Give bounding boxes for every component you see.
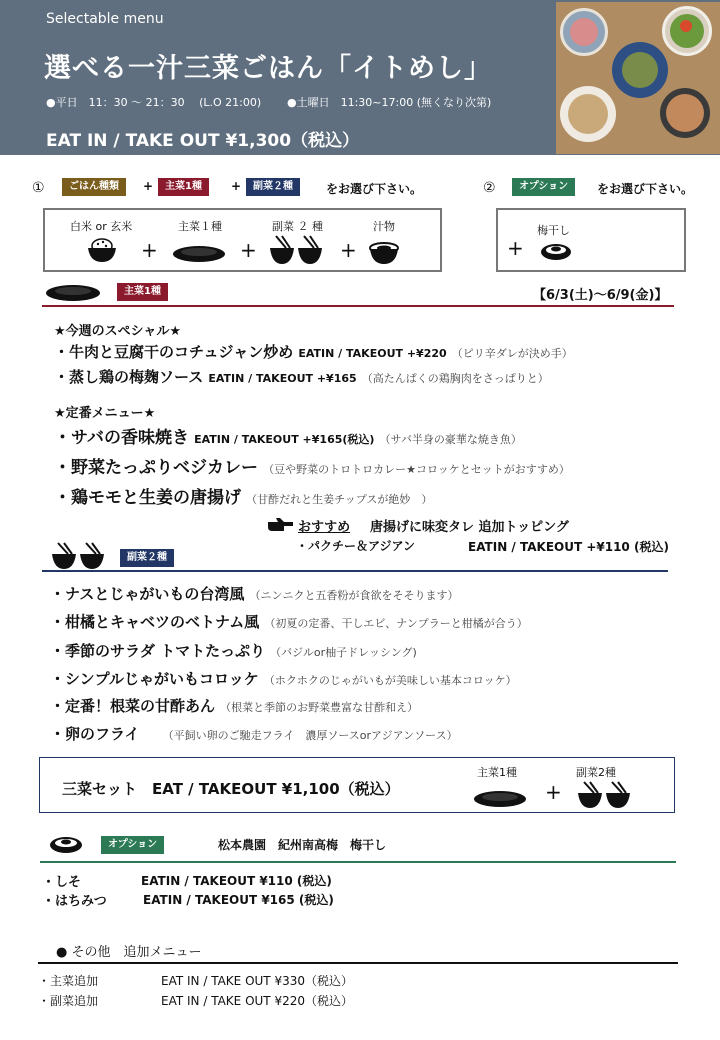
sansai-main-label: 主菜1種	[477, 766, 517, 779]
recommend-text: 唐揚げに味変タレ 追加トッピング	[370, 520, 569, 535]
regular-heading: ★定番メニュー★	[54, 406, 156, 421]
special-item-price: EATIN / TAKEOUT +¥220	[298, 347, 447, 360]
side-item	[50, 695, 418, 716]
regular-item	[54, 453, 570, 478]
extra-item-name: ・副菜追加	[38, 994, 99, 1008]
extra-item-price: EAT IN / TAKE OUT ¥330（税込）	[161, 974, 353, 988]
rice-bowl-icon	[86, 236, 118, 264]
side-item	[50, 583, 459, 604]
option-item-name: ・はちみつ	[42, 894, 107, 909]
side-section-chip: 副菜２種	[120, 549, 174, 567]
regular-item-note: （甘酢だれと生姜チップスが絶妙 ）	[246, 493, 433, 506]
side-item-note: （バジルor柚子ドレッシング)	[270, 646, 417, 659]
recommend-item: ・パクチー＆アジアン	[296, 539, 416, 553]
side-bowls-icon	[268, 234, 324, 266]
side-item-note: （ホクホクのじゃがいもが美味しい基本コロッケ）	[263, 674, 517, 687]
side-item-name: ・定番！根菜の甘酢あん	[50, 697, 216, 715]
special-item-note: （高たんぱくの鶏胸肉をさっぱりと）	[361, 372, 549, 385]
side-item-name: ・ナスとじゃがいもの台湾風	[50, 585, 245, 603]
option-item-name: ・しそ	[42, 875, 82, 890]
regular-item-name: ・鶏モモと生姜の唐揚げ	[54, 488, 241, 508]
step1-instruction: をお選び下さい。	[326, 182, 423, 196]
side-item-note: （平飼い卵のご馳走フライ 濃厚ソースorアジアンソース）	[162, 729, 458, 742]
special-item-name: ・蒸し鶏の梅麹ソース	[54, 368, 204, 386]
chip-option: オプション	[512, 178, 575, 196]
special-heading: ★今週のスペシャル★	[54, 324, 182, 339]
extra-item-name: ・主菜追加	[38, 974, 99, 988]
plus-c: +	[340, 238, 357, 262]
sansai-set-label: 三菜セット EAT / TAKEOUT ¥1,100（税込）	[62, 780, 400, 798]
food-photo	[556, 2, 720, 154]
regular-item-name: ・サバの香味焼き	[54, 428, 189, 448]
option-box	[496, 208, 686, 272]
option-plus: +	[507, 236, 524, 260]
special-item-note: （ピリ辛ダレが決め手）	[451, 347, 573, 360]
step2-instruction: をお選び下さい。	[597, 182, 694, 196]
header-price: EAT IN / TAKE OUT ¥1,300（税込）	[46, 131, 360, 151]
sansai-side-label: 副菜2種	[576, 766, 616, 779]
side-item-name: ・卵のフライ	[50, 725, 140, 743]
option-section-chip: オプション	[101, 836, 164, 854]
extra-heading: ● その他 追加メニュー	[56, 945, 202, 960]
chip-main-dish: 主菜1種	[158, 178, 209, 196]
side-item-name: ・シンプルじゃがいもコロッケ	[50, 670, 259, 688]
rice-label: 白米 or 玄米	[70, 220, 133, 233]
step1-plus-2: +	[231, 179, 242, 193]
main-plate-small-icon	[44, 283, 102, 303]
pointing-hand-icon	[266, 517, 294, 533]
option-item-price: EATIN / TAKEOUT ¥110 (税込)	[141, 874, 332, 888]
main-label: 主菜１種	[178, 220, 222, 233]
step-2-number: ②	[483, 180, 496, 196]
plum-label: 梅干し	[537, 224, 570, 237]
plus-a: +	[141, 238, 158, 262]
side-item	[50, 723, 458, 744]
hours-saturday: ●土曜日 11:30~17:00 (無くなり次第)	[287, 96, 492, 109]
option-item-price: EATIN / TAKEOUT ¥165 (税込)	[143, 893, 334, 907]
regular-item	[54, 423, 522, 448]
regular-item-name: ・野菜たっぷりベジカレー	[54, 458, 258, 478]
side-item-name: ・季節のサラダ トマトたっぷり	[50, 642, 266, 660]
soup-bowl-icon	[367, 236, 401, 266]
option-title: 松本農園 紀州南高梅 梅干し	[218, 838, 387, 852]
extra-item-price: EAT IN / TAKE OUT ¥220（税込）	[161, 994, 353, 1008]
sansai-plus: +	[545, 780, 562, 804]
date-range: 【6/3(土)～6/9(金)】	[533, 288, 668, 303]
side-item-note: （初夏の定番、干しエビ、ナンプラーと柑橘が合う）	[264, 617, 528, 630]
chip-rice-type: ごはん種類	[62, 178, 126, 196]
main-plate-icon	[171, 244, 227, 264]
side-item	[50, 640, 417, 661]
umeboshi-dish-icon	[539, 240, 573, 262]
side-item-note: （根菜と季節のお野菜豊富な甘酢和え）	[220, 701, 419, 714]
side-item-name: ・柑橘とキャベツのベトナム風	[50, 613, 260, 631]
side-item	[50, 611, 528, 632]
special-item-price: EATIN / TAKEOUT +¥165	[208, 372, 357, 385]
sansai-plate-icon	[472, 789, 528, 809]
option-divider	[40, 861, 676, 863]
chip-side-dish: 副菜２種	[246, 178, 300, 196]
recommend-price: EATIN / TAKEOUT +¥110 (税込)	[468, 540, 669, 554]
soup-label: 汁物	[373, 220, 395, 233]
hours-weekday: ●平日 11：30 ～ 21：30 (L.O 21:00)	[46, 96, 262, 109]
special-item	[54, 341, 573, 362]
regular-item-price: EATIN / TAKEOUT +¥165(税込)	[194, 433, 375, 446]
header-kicker: Selectable menu	[46, 11, 164, 27]
side-bowls-small-icon	[50, 541, 106, 571]
page-title: 選べる一汁三菜ごはん「イトめし」	[44, 53, 492, 84]
step1-plus-1: +	[143, 179, 154, 193]
side-item-note: （ニンニクと五香粉が食欲をそそります）	[249, 589, 459, 602]
plus-b: +	[240, 238, 257, 262]
side-divider	[42, 570, 668, 572]
recommend-label: おすすめ	[298, 520, 351, 535]
side-item	[50, 668, 517, 689]
regular-item	[54, 483, 432, 508]
sansai-bowls-icon	[576, 780, 632, 810]
special-item-name: ・牛肉と豆腐干のコチュジャン炒め	[54, 343, 294, 361]
regular-item-note: （サバ半身の豪華な焼き魚）	[379, 433, 522, 446]
regular-item-note: （豆や野菜のトロトロカレー★コロッケとセットがおすすめ）	[263, 463, 570, 476]
side-label: 副菜 ２ 種	[272, 220, 323, 233]
extra-divider	[38, 962, 678, 964]
umeboshi-small-icon	[48, 833, 84, 855]
step-1-number: ①	[32, 180, 45, 196]
main-divider	[42, 305, 674, 307]
main-section-chip: 主菜1種	[117, 283, 168, 301]
special-item	[54, 366, 549, 387]
